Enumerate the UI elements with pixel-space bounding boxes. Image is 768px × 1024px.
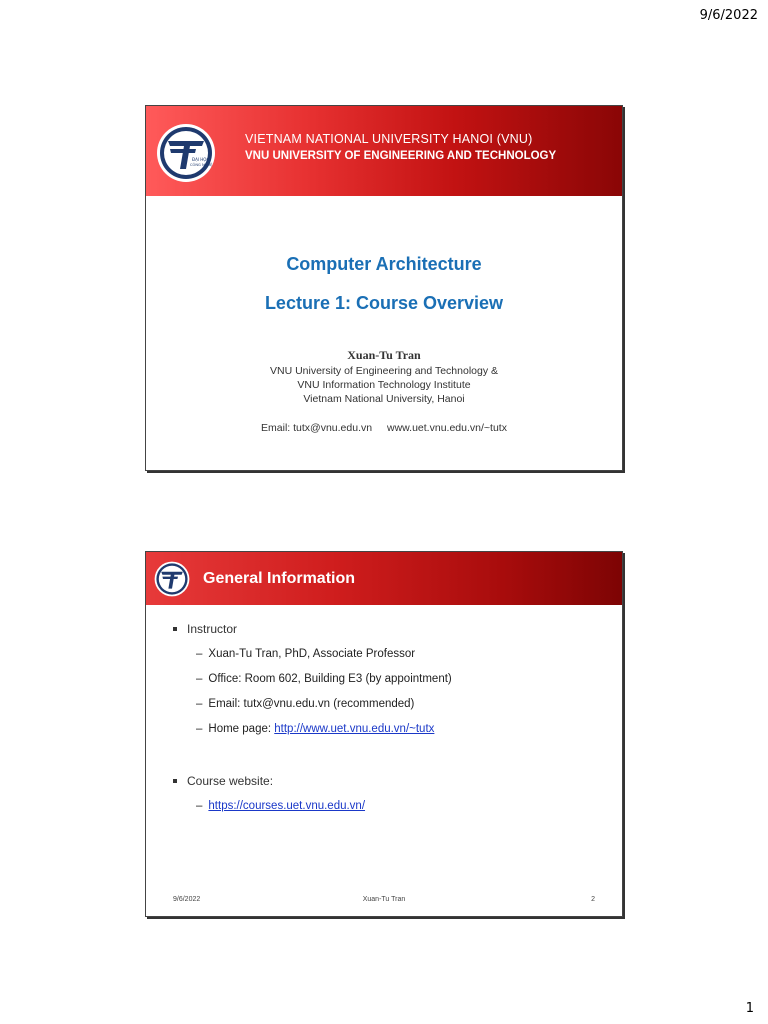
sub-item: – Email: tutx@vnu.edu.vn (recommended) (196, 698, 415, 710)
bullet-instructor (173, 622, 237, 636)
footer-author: Xuan-Tu Tran (362, 896, 406, 903)
affiliation-line: VNU University of Engineering and Technology & (269, 365, 499, 377)
sub-item: – Office: Room 602, Building E3 (by appointment) (196, 673, 452, 685)
author-name: Xuan-Tu Tran (347, 348, 421, 362)
bullet-course-website (173, 774, 273, 788)
website-text: www.uet.vnu.edu.vn/~tutx (387, 422, 507, 434)
sub-item-text: Office: Room 602, Building E3 (by appointment) (208, 673, 452, 685)
sub-item: – https://courses.uet.vnu.edu.vn/ (196, 800, 366, 812)
bullet-label: Instructor (187, 622, 238, 636)
affiliation-line: VNU Information Technology Institute (297, 379, 471, 391)
logo-text-1: ĐẠI HỌC (192, 157, 210, 162)
course-website-link[interactable]: https://courses.uet.vnu.edu.vn/ (208, 800, 366, 812)
page-number: 1 (745, 1001, 754, 1016)
slide-title: Computer Architecture (286, 254, 482, 274)
header-band (146, 552, 622, 605)
slide-2 (145, 551, 623, 917)
sub-item: – Home page: http://www.uet.vnu.edu.vn/~tutx (196, 723, 435, 735)
footer-slide-number: 2 (591, 896, 595, 903)
header-band (146, 106, 622, 196)
bullet-square-icon (173, 627, 177, 631)
homepage-link[interactable]: http://www.uet.vnu.edu.vn/~tutx (274, 723, 435, 735)
university-line-1: VIETNAM NATIONAL UNIVERSITY HANOI (VNU) (245, 132, 533, 146)
slide-subtitle: Lecture 1: Course Overview (264, 293, 504, 313)
university-logo-icon (154, 561, 190, 597)
sub-item: – Xuan-Tu Tran, PhD, Associate Professor (196, 648, 416, 660)
university-line-2: VNU UNIVERSITY OF ENGINEERING AND TECHNOLOGY (245, 150, 557, 162)
sub-item-text: Xuan-Tu Tran, PhD, Associate Professor (208, 648, 416, 660)
slide-title: General Information (203, 570, 356, 587)
affiliation-line: Vietnam National University, Hanoi (303, 393, 465, 405)
university-logo-icon (156, 123, 216, 183)
footer-date: 9/6/2022 (173, 896, 201, 903)
page-date: 9/6/2022 (699, 8, 758, 23)
bullet-square-icon (173, 779, 177, 783)
sub-item-text: Home page: (208, 723, 275, 735)
logo-text-2: CÔNG NGHỆ (190, 163, 213, 167)
email-text: Email: tutx@vnu.edu.vn (261, 422, 373, 434)
bullet-label: Course website: (187, 774, 274, 788)
contact-line (146, 422, 622, 434)
slide-1 (145, 105, 623, 471)
sub-item-text: Email: tutx@vnu.edu.vn (recommended) (208, 698, 415, 710)
